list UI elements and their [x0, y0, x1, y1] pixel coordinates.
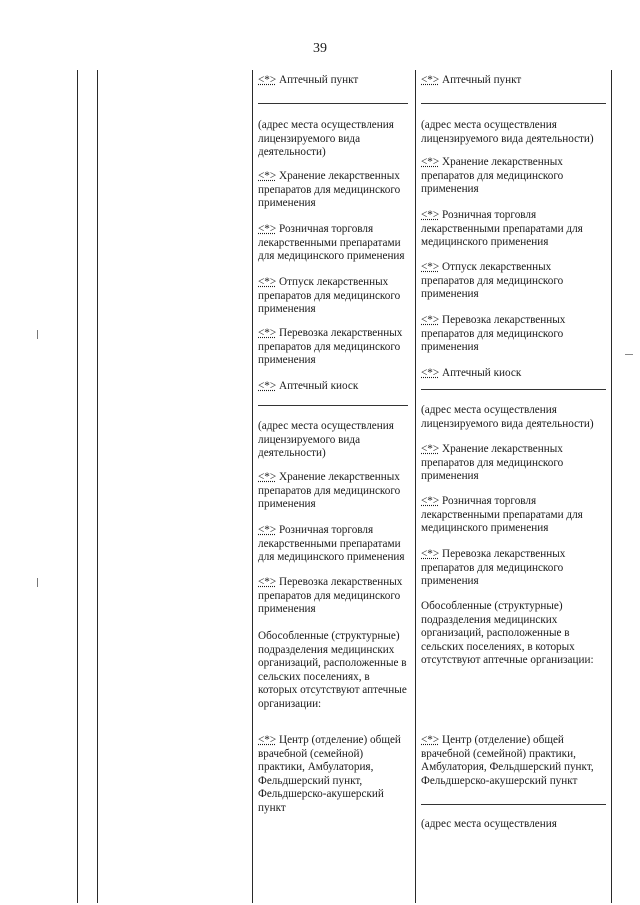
- entry-text: Отпуск лекарственных препаратов для медицинского применения: [421, 261, 564, 301]
- entry-paragraph: [258, 734, 401, 816]
- entry-text: Перевозка лекарственных препаратов для медицинского применения: [421, 314, 566, 354]
- entry-text: Аптечный пункт: [279, 74, 359, 86]
- footnote-marker: <*>: [258, 380, 277, 392]
- entry-paragraph: [258, 276, 400, 317]
- entry-paragraph: [421, 734, 594, 788]
- entry-paragraph: [421, 261, 563, 302]
- blank-line: [421, 389, 606, 390]
- entry-paragraph: [421, 119, 594, 146]
- entry-text: Хранение лекарственных препаратов для медицинского применения: [421, 156, 564, 196]
- entry-paragraph: [258, 119, 394, 160]
- footnote-marker: <*>: [258, 734, 277, 746]
- entry-text: Хранение лекарственных препаратов для медицинского применения: [258, 170, 401, 210]
- entry-text: Аптечный киоск: [279, 380, 359, 392]
- entry-text: Розничная торговля лекарственными препаратами для медицинского применения: [258, 524, 405, 564]
- footnote-marker: <*>: [421, 74, 440, 86]
- footnote-marker: <*>: [258, 170, 277, 182]
- entry-paragraph: [421, 495, 583, 536]
- footnote-marker: <*>: [421, 443, 440, 455]
- entry-paragraph: [421, 314, 565, 355]
- entry-paragraph: [258, 170, 400, 211]
- blank-line: [258, 103, 408, 104]
- entry-paragraph: [258, 630, 407, 712]
- table-border-3: [415, 70, 416, 903]
- entry-text: Обособленные (структурные) подразделения медицинских организаций, расположенные в сельских поселениях, в которых отсутствуют аптечные организации:: [258, 630, 407, 710]
- entry-text: Розничная торговля лекарственными препаратами для медицинского применения: [421, 209, 583, 249]
- entry-paragraph: [258, 223, 405, 264]
- footnote-marker: <*>: [421, 261, 440, 273]
- entry-paragraph: [421, 548, 565, 589]
- entry-paragraph: [258, 327, 402, 368]
- entry-paragraph: [421, 156, 563, 197]
- entry-paragraph: [421, 404, 594, 431]
- footnote-marker: <*>: [258, 74, 277, 86]
- footnote-marker: <*>: [421, 367, 440, 379]
- footnote-marker: <*>: [258, 524, 277, 536]
- entry-paragraph: [258, 420, 394, 461]
- entry-paragraph: [421, 443, 563, 484]
- entry-text: Перевозка лекарственных препаратов для медицинского применения: [258, 576, 403, 616]
- entry-paragraph: [421, 600, 594, 668]
- entry-text: Отпуск лекарственных препаратов для медицинского применения: [258, 276, 401, 316]
- entry-text: Хранение лекарственных препаратов для медицинского применения: [258, 471, 401, 511]
- scan-mark: [625, 354, 633, 355]
- footnote-marker: <*>: [421, 495, 440, 507]
- entry-paragraph: [258, 380, 358, 394]
- entry-paragraph: [258, 524, 405, 565]
- blank-line: [421, 103, 606, 104]
- footnote-marker: <*>: [258, 223, 277, 235]
- footnote-marker: <*>: [258, 276, 277, 288]
- footnote-marker: <*>: [421, 548, 440, 560]
- entry-text: Аптечный киоск: [442, 367, 522, 379]
- entry-text: Перевозка лекарственных препаратов для медицинского применения: [421, 548, 566, 588]
- entry-text: (адрес места осуществления лицензируемого вида деятельности): [421, 404, 594, 430]
- footnote-marker: <*>: [258, 576, 277, 588]
- footnote-marker: <*>: [421, 209, 440, 221]
- entry-paragraph: [258, 576, 402, 617]
- entry-paragraph: [421, 209, 583, 250]
- entry-paragraph: [258, 74, 358, 88]
- table-border-right: [611, 70, 612, 903]
- blank-line: [421, 804, 606, 805]
- footnote-marker: <*>: [258, 327, 277, 339]
- footnote-marker: <*>: [258, 471, 277, 483]
- entry-text: Перевозка лекарственных препаратов для медицинского применения: [258, 327, 403, 367]
- table-border-1: [97, 70, 98, 903]
- entry-text: Центр (отделение) общей врачебной (семейной) практики, Амбулатория, Фельдшерский пункт, Фельдшерско-акушерский пункт: [258, 734, 401, 814]
- entry-paragraph: [421, 818, 557, 832]
- entry-paragraph: [421, 367, 521, 381]
- entry-text: Хранение лекарственных препаратов для медицинского применения: [421, 443, 564, 483]
- entry-text: Аптечный пункт: [442, 74, 522, 86]
- entry-text: Розничная торговля лекарственными препаратами для медицинского применения: [421, 495, 583, 535]
- footnote-marker: <*>: [421, 734, 440, 746]
- entry-paragraph: [421, 74, 521, 88]
- scan-mark: [37, 578, 38, 587]
- entry-text: Обособленные (структурные) подразделения медицинских организаций, расположенные в сельских поселениях, в которых отсутствуют аптечные организации:: [421, 600, 594, 667]
- entry-text: (адрес места осуществления лицензируемого вида деятельности): [258, 420, 394, 460]
- blank-line: [258, 405, 408, 406]
- footnote-marker: <*>: [421, 156, 440, 168]
- table-border-left: [77, 70, 78, 903]
- entry-text: (адрес места осуществления: [421, 818, 557, 830]
- entry-text: (адрес места осуществления лицензируемого вида деятельности): [258, 119, 394, 159]
- entry-paragraph: [258, 471, 400, 512]
- entry-text: Розничная торговля лекарственными препаратами для медицинского применения: [258, 223, 405, 263]
- entry-text: (адрес места осуществления лицензируемого вида деятельности): [421, 119, 594, 145]
- footnote-marker: <*>: [421, 314, 440, 326]
- scan-mark: [37, 330, 38, 339]
- table-border-2: [252, 70, 253, 903]
- entry-text: Центр (отделение) общей врачебной (семейной) практики, Амбулатория, Фельдшерский пункт, Фельдшерско-акушерский пункт: [421, 734, 594, 787]
- page-number: 39: [313, 41, 327, 56]
